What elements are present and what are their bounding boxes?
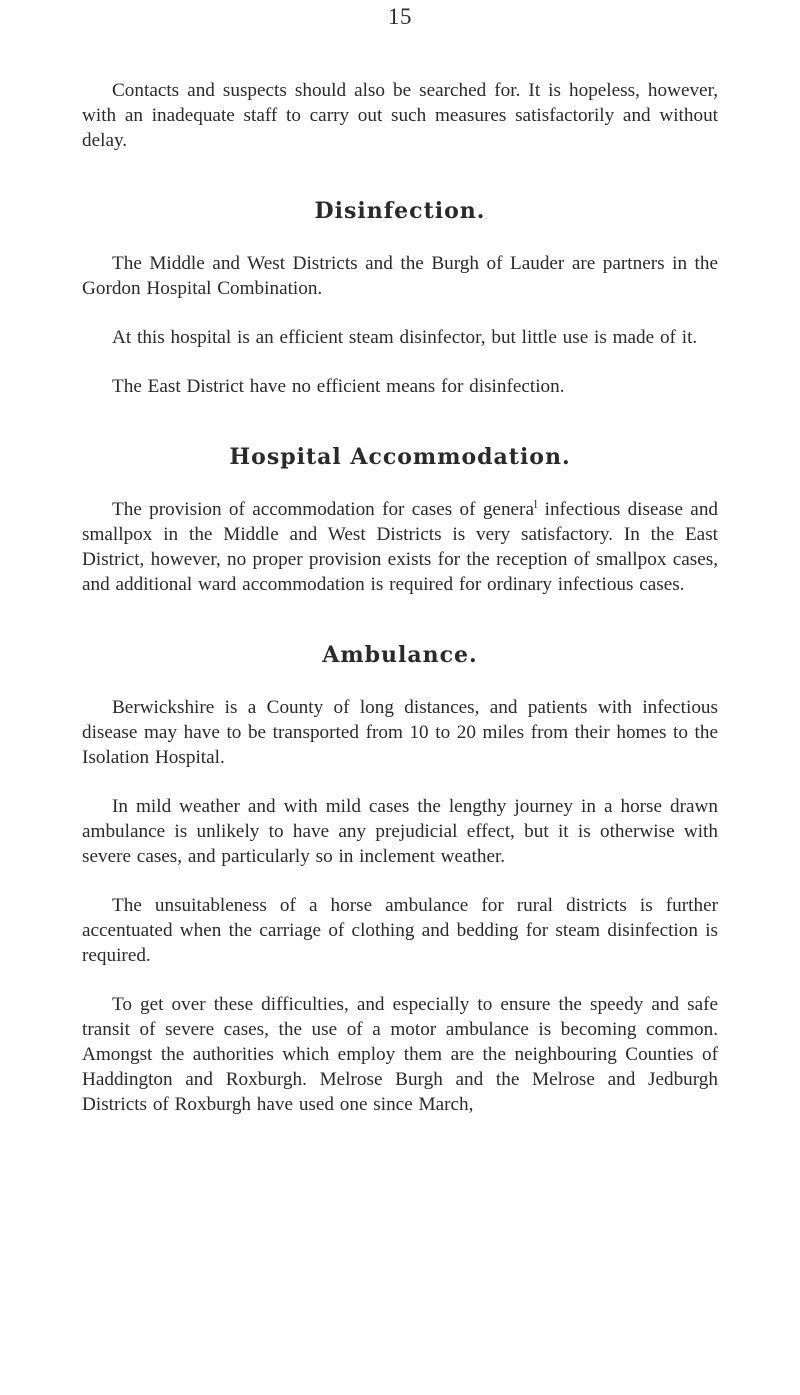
page-content [82,78,718,1117]
hospital-text-end: infectious disease and smallpox in the Middle and West Districts is very satisfactory. In the East District, however, no proper provision exists for the reception of smallpox cases, and additional ward accommodation is required for ordinary infectious cases. [82,499,719,595]
ambulance-paragraph-2: In mild weather and with mild cases the lengthy journey in a horse drawn ambulance is unlikely to have any prejudicial effect, but it is otherwise with severe cases, and particularly so in inclement weather. [82,796,718,867]
disinfection-paragraph-2: At this hospital is an efficient steam disinfector, but little use is made of it. [112,327,698,348]
hospital-text-start: The provision of accommodation for cases of genera [112,499,534,520]
intro-paragraph: Contacts and suspects should also be searched for. It is hopeless, however, with an inadequate staff to carry out such measures satisfactorily and without delay. [82,80,718,151]
hospital-superscript: l [533,497,538,511]
ambulance-paragraph-4: To get over these difficulties, and especially to ensure the speedy and safe transit of severe cases, the use of a motor ambulance is becoming common. Amongst the authorities which employ them are the neighbouring Counties of Haddington and Roxburgh. Melrose Burgh and the Melrose and Jedburgh Districts of Roxburgh have used one since March, [82,994,718,1115]
page-number: 15 [388,4,412,29]
ambulance-paragraph-1: Berwickshire is a County of long distances, and patients with infectious disease may have to be transported from 10 to 20 miles from their homes to the Isolation Hospital. [82,697,718,768]
disinfection-heading: Disinfection. [314,198,486,224]
hospital-accommodation-heading: Hospital Accommodation. [229,444,571,470]
ambulance-heading: Ambulance. [322,642,478,668]
ambulance-paragraph-3: The unsuitableness of a horse ambulance for rural districts is further accentuated when the carriage of clothing and bedding for steam disinfection is required. [82,895,718,966]
disinfection-paragraph-1: The Middle and West Districts and the Burgh of Lauder are partners in the Gordon Hospital Combination. [82,253,718,299]
hospital-paragraph-1 [82,497,718,597]
disinfection-paragraph-3: The East District have no efficient means for disinfection. [112,376,565,397]
